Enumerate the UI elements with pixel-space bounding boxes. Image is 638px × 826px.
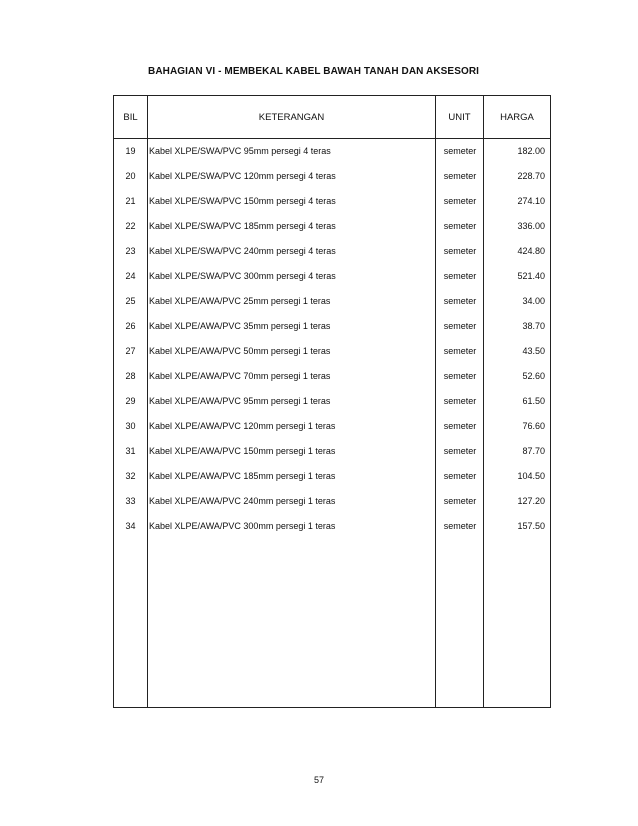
cell-unit: semeter bbox=[443, 196, 477, 206]
cell-bil: 32 bbox=[125, 471, 136, 481]
header-harga: HARGA bbox=[500, 112, 534, 123]
cell-keterangan: Kabel XLPE/AWA/PVC 70mm persegi 1 teras bbox=[149, 371, 331, 381]
cell-keterangan: Kabel XLPE/SWA/PVC 240mm persegi 4 teras bbox=[149, 246, 336, 256]
cell-unit: semeter bbox=[443, 471, 477, 481]
table-row bbox=[114, 496, 550, 521]
cell-bil: 25 bbox=[125, 296, 136, 306]
cell-unit: semeter bbox=[443, 221, 477, 231]
cell-harga: 87.70 bbox=[522, 446, 545, 456]
header-divider bbox=[114, 138, 550, 139]
table-row bbox=[114, 171, 550, 196]
cell-keterangan: Kabel XLPE/AWA/PVC 185mm persegi 1 teras bbox=[149, 471, 336, 481]
table-row bbox=[114, 196, 550, 221]
table-row bbox=[114, 446, 550, 471]
cell-harga: 104.50 bbox=[517, 471, 545, 481]
price-table bbox=[113, 95, 551, 708]
page-title: BAHAGIAN VI - MEMBEKAL KABEL BAWAH TANAH DAN AKSESORI bbox=[148, 66, 480, 77]
cell-bil: 23 bbox=[125, 246, 136, 256]
table-row bbox=[114, 146, 550, 171]
cell-bil: 33 bbox=[125, 496, 136, 506]
cell-unit: semeter bbox=[443, 421, 477, 431]
cell-harga: 336.00 bbox=[517, 221, 545, 231]
cell-keterangan: Kabel XLPE/SWA/PVC 95mm persegi 4 teras bbox=[149, 146, 331, 156]
cell-harga: 61.50 bbox=[522, 396, 545, 406]
table-row bbox=[114, 296, 550, 321]
table-row bbox=[114, 396, 550, 421]
cell-unit: semeter bbox=[443, 246, 477, 256]
cell-keterangan: Kabel XLPE/AWA/PVC 95mm persegi 1 teras bbox=[149, 396, 331, 406]
cell-bil: 20 bbox=[125, 171, 136, 181]
cell-harga: 76.60 bbox=[522, 421, 545, 431]
cell-harga: 182.00 bbox=[517, 146, 545, 156]
cell-harga: 228.70 bbox=[517, 171, 545, 181]
cell-unit: semeter bbox=[443, 321, 477, 331]
table-row bbox=[114, 221, 550, 246]
table-row bbox=[114, 521, 550, 546]
table-row bbox=[114, 246, 550, 271]
cell-unit: semeter bbox=[443, 371, 477, 381]
cell-unit: semeter bbox=[443, 396, 477, 406]
cell-keterangan: Kabel XLPE/SWA/PVC 185mm persegi 4 teras bbox=[149, 221, 336, 231]
cell-bil: 30 bbox=[125, 421, 136, 431]
table-row bbox=[114, 271, 550, 296]
cell-keterangan: Kabel XLPE/AWA/PVC 300mm persegi 1 teras bbox=[149, 521, 336, 531]
cell-bil: 28 bbox=[125, 371, 136, 381]
cell-harga: 157.50 bbox=[517, 521, 545, 531]
page-number: 57 bbox=[313, 775, 324, 785]
cell-bil: 31 bbox=[125, 446, 136, 456]
cell-harga: 43.50 bbox=[522, 346, 545, 356]
cell-harga: 274.10 bbox=[517, 196, 545, 206]
cell-keterangan: Kabel XLPE/SWA/PVC 300mm persegi 4 teras bbox=[149, 271, 336, 281]
table-row bbox=[114, 346, 550, 371]
cell-keterangan: Kabel XLPE/SWA/PVC 120mm persegi 4 teras bbox=[149, 171, 336, 181]
table-row bbox=[114, 471, 550, 496]
cell-keterangan: Kabel XLPE/AWA/PVC 150mm persegi 1 teras bbox=[149, 446, 336, 456]
cell-bil: 21 bbox=[125, 196, 136, 206]
cell-keterangan: Kabel XLPE/AWA/PVC 240mm persegi 1 teras bbox=[149, 496, 336, 506]
cell-unit: semeter bbox=[443, 496, 477, 506]
cell-bil: 29 bbox=[125, 396, 136, 406]
cell-keterangan: Kabel XLPE/SWA/PVC 150mm persegi 4 teras bbox=[149, 196, 336, 206]
cell-bil: 34 bbox=[125, 521, 136, 531]
cell-keterangan: Kabel XLPE/AWA/PVC 35mm persegi 1 teras bbox=[149, 321, 331, 331]
header-bil: BIL bbox=[123, 112, 138, 123]
table-row bbox=[114, 321, 550, 346]
cell-harga: 424.80 bbox=[517, 246, 545, 256]
cell-harga: 521.40 bbox=[517, 271, 545, 281]
cell-unit: semeter bbox=[443, 171, 477, 181]
cell-unit: semeter bbox=[443, 271, 477, 281]
cell-unit: semeter bbox=[443, 296, 477, 306]
table-row bbox=[114, 371, 550, 396]
cell-keterangan: Kabel XLPE/AWA/PVC 25mm persegi 1 teras bbox=[149, 296, 331, 306]
cell-unit: semeter bbox=[443, 446, 477, 456]
cell-unit: semeter bbox=[443, 346, 477, 356]
cell-bil: 19 bbox=[125, 146, 136, 156]
cell-bil: 27 bbox=[125, 346, 136, 356]
cell-harga: 127.20 bbox=[517, 496, 545, 506]
table-row bbox=[114, 421, 550, 446]
cell-bil: 22 bbox=[125, 221, 136, 231]
cell-harga: 34.00 bbox=[522, 296, 545, 306]
cell-unit: semeter bbox=[443, 521, 477, 531]
cell-harga: 52.60 bbox=[522, 371, 545, 381]
cell-bil: 26 bbox=[125, 321, 136, 331]
cell-keterangan: Kabel XLPE/AWA/PVC 120mm persegi 1 teras bbox=[149, 421, 336, 431]
header-keterangan: KETERANGAN bbox=[258, 112, 325, 123]
cell-bil: 24 bbox=[125, 271, 136, 281]
header-unit: UNIT bbox=[448, 112, 471, 123]
cell-keterangan: Kabel XLPE/AWA/PVC 50mm persegi 1 teras bbox=[149, 346, 331, 356]
cell-unit: semeter bbox=[443, 146, 477, 156]
cell-harga: 38.70 bbox=[522, 321, 545, 331]
